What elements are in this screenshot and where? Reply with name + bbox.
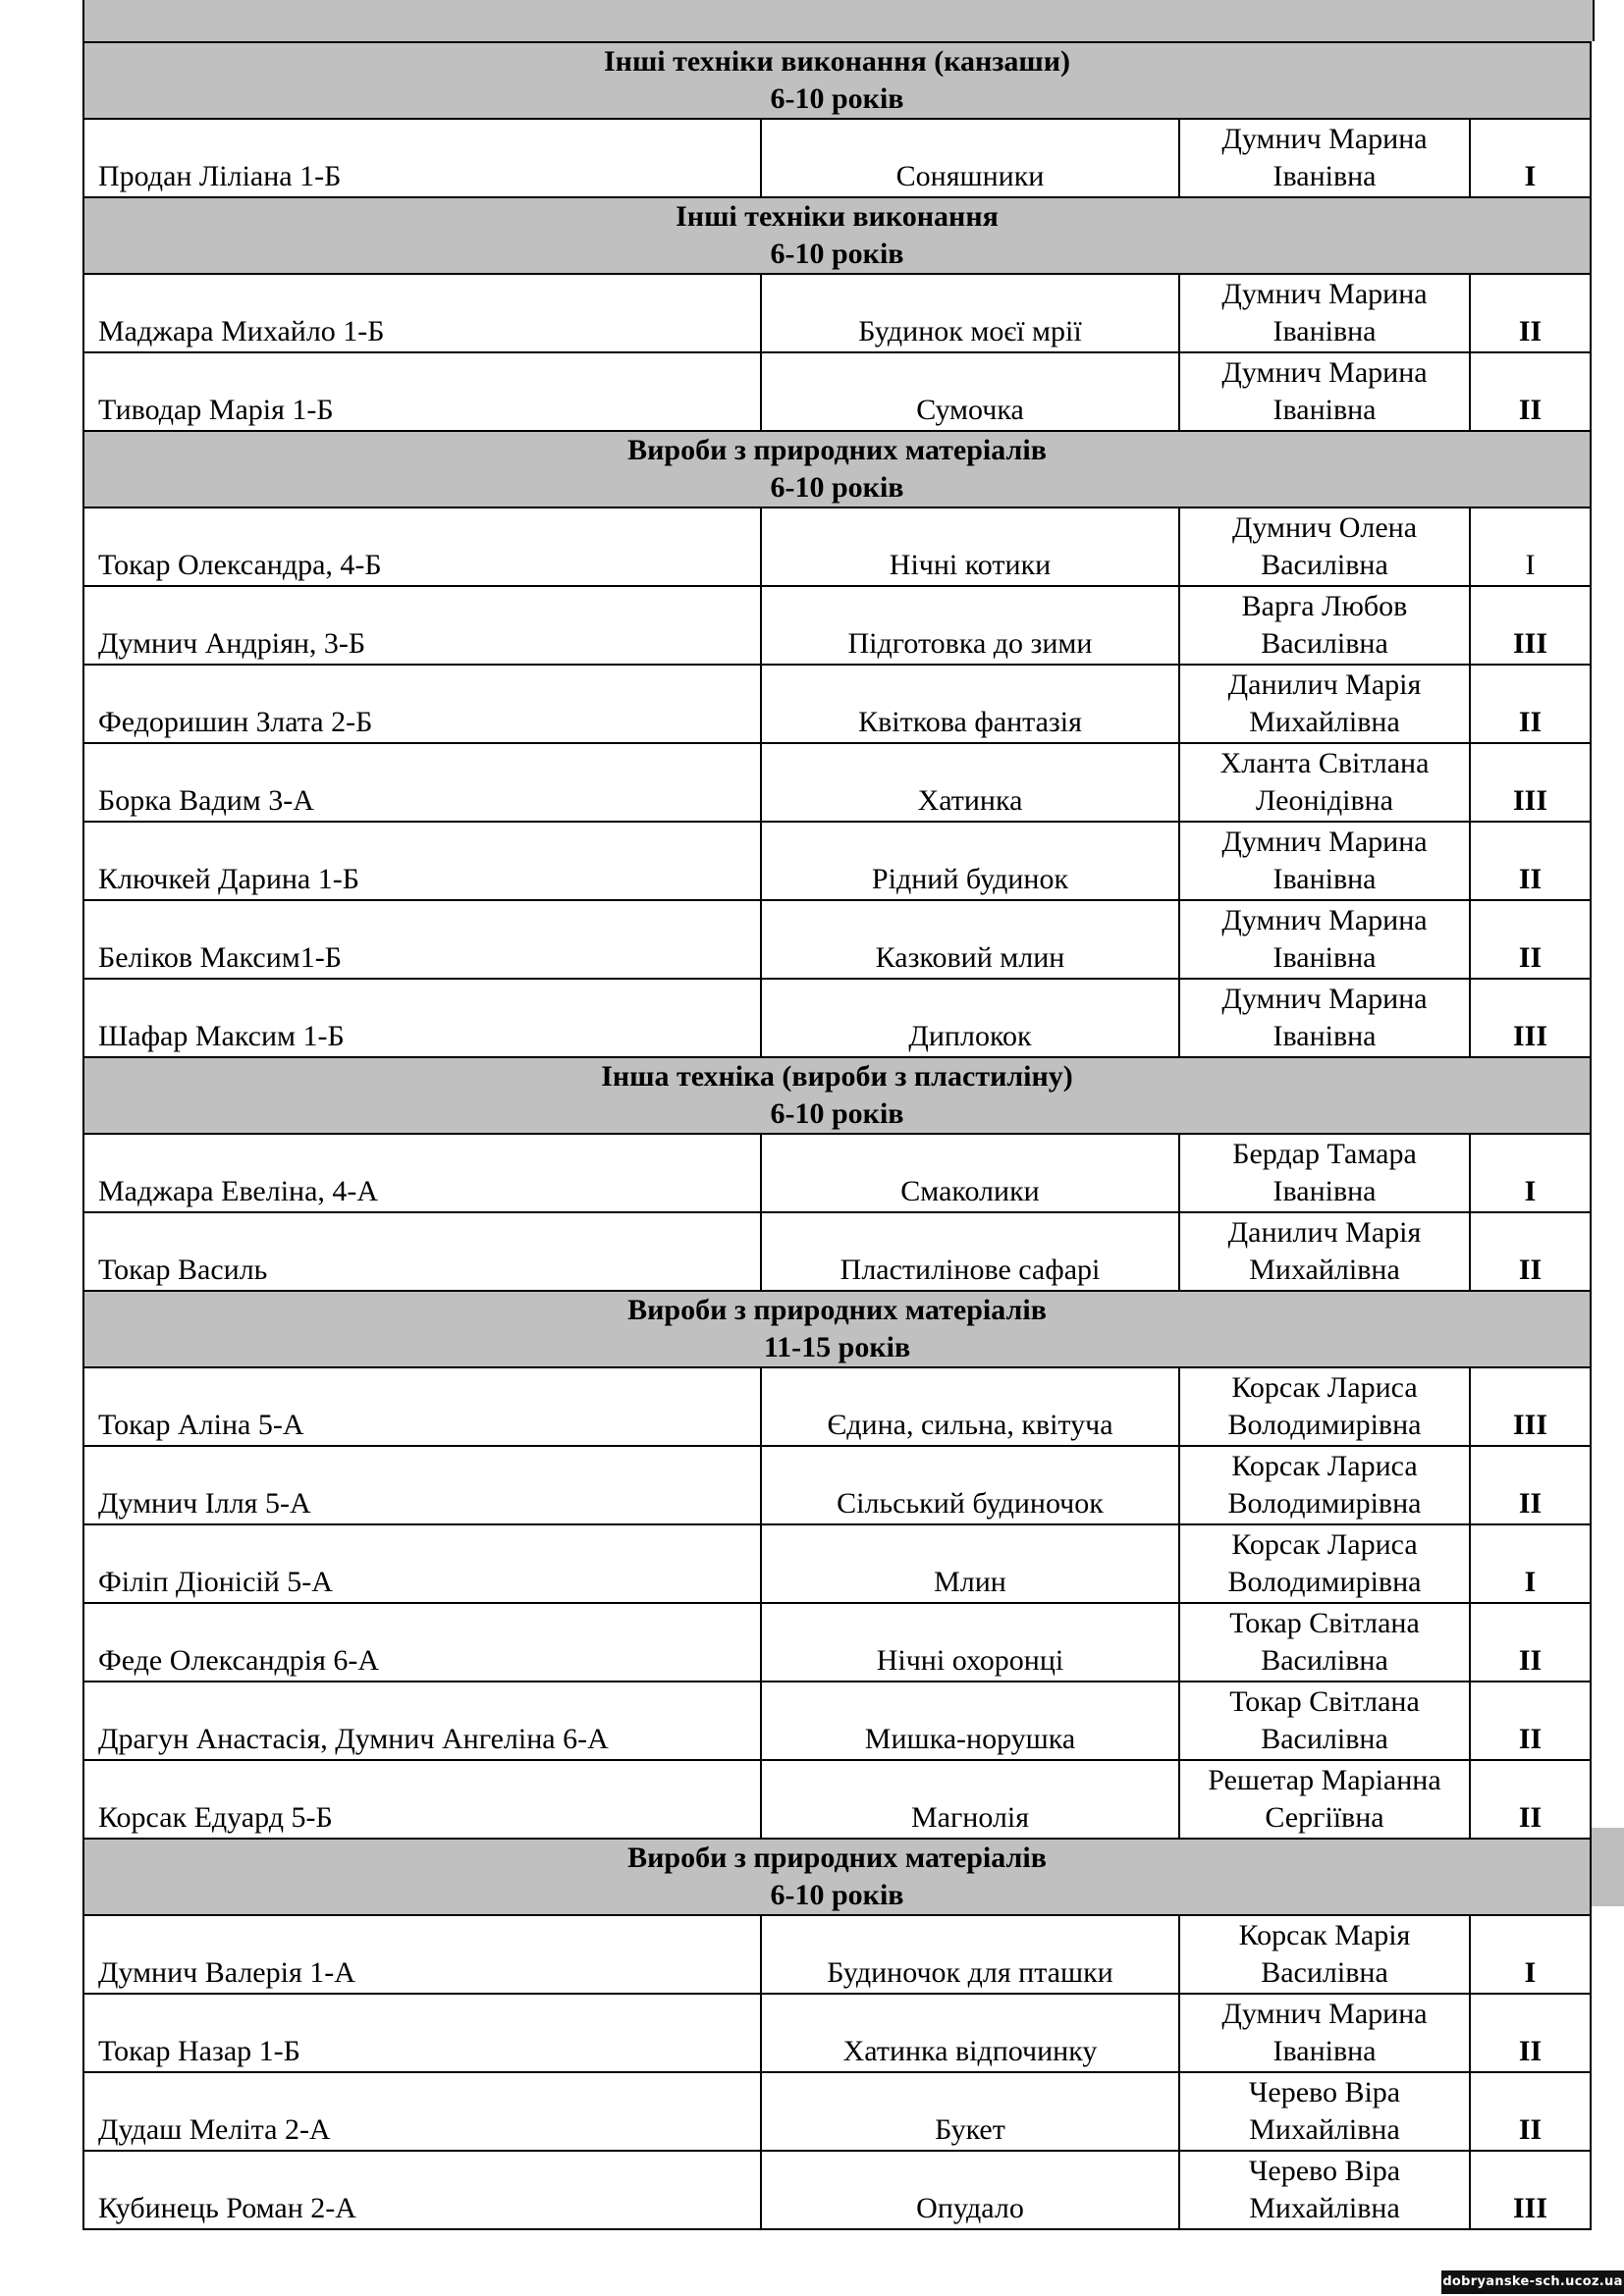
participant-name: Думнич Ілля 5-А — [83, 1446, 761, 1524]
work-title: Млин — [761, 1524, 1179, 1603]
section-header — [83, 431, 1591, 507]
teacher-name-line-2: Іванівна — [1272, 1020, 1377, 1052]
teacher-name-line-2: Михайлівна — [1249, 2192, 1400, 2224]
place-award: I — [1470, 1524, 1591, 1603]
section-header — [83, 197, 1591, 274]
participant-name: Маджара Михайло 1-Б — [83, 274, 761, 352]
teacher-name — [1179, 1524, 1470, 1603]
work-title: Сільський будиночок — [761, 1446, 1179, 1524]
teacher-name — [1179, 2072, 1470, 2151]
work-title: Казковий млин — [761, 900, 1179, 979]
table-row — [83, 2072, 1591, 2151]
place-award: I — [1470, 1915, 1591, 1994]
place-award: II — [1470, 822, 1591, 900]
table-row — [83, 586, 1591, 665]
results-table-body — [83, 42, 1591, 2229]
teacher-name-line-2: Василівна — [1261, 1644, 1388, 1677]
place-award: II — [1470, 1994, 1591, 2072]
participant-name: Федоришин Злата 2-Б — [83, 665, 761, 743]
place-award: III — [1470, 586, 1591, 665]
section-title: Інші техніки виконання — [676, 200, 999, 233]
teacher-name — [1179, 1367, 1470, 1446]
teacher-name-line-2: Іванівна — [1272, 1175, 1377, 1207]
teacher-name-line-1: Черево Віра — [1248, 2076, 1401, 2109]
teacher-name-line-1: Токар Світлана — [1229, 1607, 1420, 1639]
place-award: III — [1470, 979, 1591, 1057]
table-row — [83, 352, 1591, 431]
teacher-name — [1179, 1446, 1470, 1524]
teacher-name-line-2: Іванівна — [1272, 941, 1377, 974]
table-row — [83, 900, 1591, 979]
section-header — [83, 1839, 1591, 1915]
section-header-row — [83, 1291, 1591, 1367]
teacher-name-line-1: Корсак Марія — [1238, 1919, 1411, 1951]
work-title: Будинок моєї мрії — [761, 274, 1179, 352]
teacher-name-line-2: Володимирівна — [1227, 1487, 1422, 1520]
work-title: Магнолія — [761, 1760, 1179, 1839]
section-age-group: 6-10 років — [770, 1879, 904, 1911]
teacher-name-line-1: Корсак Лариса — [1231, 1450, 1418, 1482]
work-title: Рідний будинок — [761, 822, 1179, 900]
section-age-group: 11-15 років — [763, 1331, 911, 1363]
table-row — [83, 507, 1591, 586]
place-award: II — [1470, 900, 1591, 979]
work-title: Диплокок — [761, 979, 1179, 1057]
page-edge-tab — [1591, 1828, 1624, 1906]
teacher-name-line-2: Василівна — [1261, 627, 1388, 660]
teacher-name-line-2: Володимирівна — [1227, 1566, 1422, 1598]
participant-name: Токар Олександра, 4-Б — [83, 507, 761, 586]
participant-name: Кубинець Роман 2-А — [83, 2151, 761, 2229]
teacher-name-line-2: Іванівна — [1272, 160, 1377, 192]
teacher-name — [1179, 352, 1470, 431]
teacher-name-line-2: Іванівна — [1272, 315, 1377, 347]
teacher-name — [1179, 743, 1470, 822]
table-row — [83, 1994, 1591, 2072]
table-row — [83, 743, 1591, 822]
table-row — [83, 1760, 1591, 1839]
teacher-name — [1179, 900, 1470, 979]
teacher-name-line-1: Думнич Олена — [1231, 511, 1418, 544]
participant-name: Токар Назар 1-Б — [83, 1994, 761, 2072]
place-award: II — [1470, 1603, 1591, 1682]
participant-name: Борка Вадим 3-А — [83, 743, 761, 822]
teacher-name-line-2: Михайлівна — [1249, 1254, 1400, 1286]
participant-name: Маджара Евеліна, 4-А — [83, 1134, 761, 1212]
work-title: Мишка-норушка — [761, 1682, 1179, 1760]
participant-name: Тиводар Марія 1-Б — [83, 352, 761, 431]
table-row — [83, 1682, 1591, 1760]
participant-name: Феде Олександрія 6-А — [83, 1603, 761, 1682]
section-title: Інші техніки виконання (канзаши) — [604, 45, 1070, 78]
teacher-name — [1179, 586, 1470, 665]
teacher-name — [1179, 1134, 1470, 1212]
teacher-name-line-1: Думнич Марина — [1221, 904, 1428, 936]
section-title: Вироби з природних матеріалів — [627, 1842, 1047, 1874]
participant-name: Дудаш Меліта 2-А — [83, 2072, 761, 2151]
section-header-row — [83, 1057, 1591, 1134]
teacher-name — [1179, 1212, 1470, 1291]
work-title: Єдина, сильна, квітуча — [761, 1367, 1179, 1446]
place-award: I — [1470, 119, 1591, 197]
participant-name: Шафар Максим 1-Б — [83, 979, 761, 1057]
place-award: III — [1470, 2151, 1591, 2229]
work-title: Сумочка — [761, 352, 1179, 431]
section-age-group: 6-10 років — [770, 238, 904, 270]
table-row — [83, 1212, 1591, 1291]
teacher-name — [1179, 1760, 1470, 1839]
participant-name: Думнич Валерія 1-А — [83, 1915, 761, 1994]
table-row — [83, 1367, 1591, 1446]
teacher-name-line-2: Іванівна — [1272, 863, 1377, 895]
work-title: Букет — [761, 2072, 1179, 2151]
teacher-name — [1179, 665, 1470, 743]
teacher-name — [1179, 119, 1470, 197]
work-title: Пластилінове сафарі — [761, 1212, 1179, 1291]
site-watermark: dobryanske-sch.ucoz.ua — [1441, 2270, 1624, 2294]
teacher-name-line-1: Бердар Тамара — [1232, 1138, 1417, 1170]
place-award: I — [1470, 507, 1591, 586]
table-row — [83, 822, 1591, 900]
teacher-name-line-1: Думнич Марина — [1221, 278, 1428, 310]
work-title: Соняшники — [761, 119, 1179, 197]
work-title: Підготовка до зими — [761, 586, 1179, 665]
teacher-name — [1179, 274, 1470, 352]
teacher-name-line-2: Василівна — [1261, 1956, 1388, 1989]
teacher-name — [1179, 2151, 1470, 2229]
teacher-name — [1179, 507, 1470, 586]
participant-name: Корсак Едуард 5-Б — [83, 1760, 761, 1839]
teacher-name — [1179, 1994, 1470, 2072]
work-title: Нічні котики — [761, 507, 1179, 586]
teacher-name-line-1: Хланта Світлана — [1219, 747, 1430, 779]
teacher-name-line-2: Володимирівна — [1227, 1409, 1422, 1441]
results-table — [82, 41, 1592, 2230]
teacher-name-line-2: Михайлівна — [1249, 706, 1400, 738]
table-row — [83, 1524, 1591, 1603]
work-title: Будиночок для пташки — [761, 1915, 1179, 1994]
place-award: II — [1470, 1212, 1591, 1291]
teacher-name-line-2: Василівна — [1261, 549, 1388, 581]
place-award: II — [1470, 274, 1591, 352]
work-title: Нічні охоронці — [761, 1603, 1179, 1682]
teacher-name-line-2: Михайлівна — [1249, 2113, 1400, 2146]
teacher-name-line-1: Черево Віра — [1248, 2155, 1401, 2187]
work-title: Хатинка — [761, 743, 1179, 822]
teacher-name — [1179, 1915, 1470, 1994]
teacher-name-line-1: Думнич Марина — [1221, 983, 1428, 1015]
teacher-name-line-2: Сергіївна — [1265, 1801, 1384, 1834]
section-header — [83, 1057, 1591, 1134]
table-row — [83, 1603, 1591, 1682]
section-title: Інша техніка (вироби з пластиліну) — [601, 1060, 1073, 1093]
place-award: III — [1470, 1367, 1591, 1446]
work-title: Квіткова фантазія — [761, 665, 1179, 743]
teacher-name — [1179, 1603, 1470, 1682]
participant-name: Токар Василь — [83, 1212, 761, 1291]
participant-name: Продан Ліліана 1-Б — [83, 119, 761, 197]
table-row — [83, 2151, 1591, 2229]
section-age-group: 6-10 років — [770, 471, 904, 504]
participant-name: Філіп Діонісій 5-А — [83, 1524, 761, 1603]
table-row — [83, 119, 1591, 197]
table-row — [83, 1915, 1591, 1994]
teacher-name-line-1: Думнич Марина — [1221, 826, 1428, 858]
work-title: Смаколики — [761, 1134, 1179, 1212]
teacher-name-line-2: Іванівна — [1272, 2035, 1377, 2067]
teacher-name-line-2: Василівна — [1261, 1723, 1388, 1755]
teacher-name-line-2: Іванівна — [1272, 394, 1377, 426]
table-row — [83, 665, 1591, 743]
section-header-row — [83, 197, 1591, 274]
section-title: Вироби з природних матеріалів — [627, 1294, 1047, 1326]
teacher-name-line-1: Думнич Марина — [1221, 1998, 1428, 2030]
table-row — [83, 979, 1591, 1057]
participant-name: Драгун Анастасія, Думнич Ангеліна 6-А — [83, 1682, 761, 1760]
teacher-name — [1179, 1682, 1470, 1760]
place-award: II — [1470, 665, 1591, 743]
place-award: I — [1470, 1134, 1591, 1212]
teacher-name-line-1: Думнич Марина — [1221, 356, 1428, 389]
place-award: II — [1470, 1760, 1591, 1839]
teacher-name-line-1: Варга Любов — [1241, 590, 1408, 622]
table-row — [83, 274, 1591, 352]
place-award: II — [1470, 2072, 1591, 2151]
table-row — [83, 1446, 1591, 1524]
section-age-group: 6-10 років — [770, 1097, 904, 1130]
section-age-group: 6-10 років — [770, 82, 904, 115]
teacher-name-line-1: Решетар Маріанна — [1208, 1764, 1441, 1796]
place-award: II — [1470, 352, 1591, 431]
participant-name: Думнич Андріян, 3-Б — [83, 586, 761, 665]
place-award: III — [1470, 743, 1591, 822]
participant-name: Ключкей Дарина 1-Б — [83, 822, 761, 900]
teacher-name — [1179, 822, 1470, 900]
section-header-row — [83, 1839, 1591, 1915]
teacher-name-line-1: Корсак Лариса — [1231, 1371, 1418, 1404]
participant-name: Токар Аліна 5-А — [83, 1367, 761, 1446]
section-header-row — [83, 42, 1591, 119]
teacher-name-line-1: Данилич Марія — [1227, 668, 1422, 701]
participant-name: Беліков Максим1-Б — [83, 900, 761, 979]
section-header — [83, 1291, 1591, 1367]
section-header — [83, 42, 1591, 119]
teacher-name — [1179, 979, 1470, 1057]
place-award: II — [1470, 1446, 1591, 1524]
previous-section-continuation — [82, 0, 1595, 41]
section-title: Вироби з природних матеріалів — [627, 434, 1047, 466]
place-award: II — [1470, 1682, 1591, 1760]
work-title: Хатинка відпочинку — [761, 1994, 1179, 2072]
teacher-name-line-1: Данилич Марія — [1227, 1216, 1422, 1249]
teacher-name-line-2: Леонідівна — [1256, 784, 1393, 817]
teacher-name-line-1: Корсак Лариса — [1231, 1528, 1418, 1561]
work-title: Опудало — [761, 2151, 1179, 2229]
section-header-row — [83, 431, 1591, 507]
table-row — [83, 1134, 1591, 1212]
teacher-name-line-1: Токар Світлана — [1229, 1685, 1420, 1718]
teacher-name-line-1: Думнич Марина — [1221, 123, 1428, 155]
